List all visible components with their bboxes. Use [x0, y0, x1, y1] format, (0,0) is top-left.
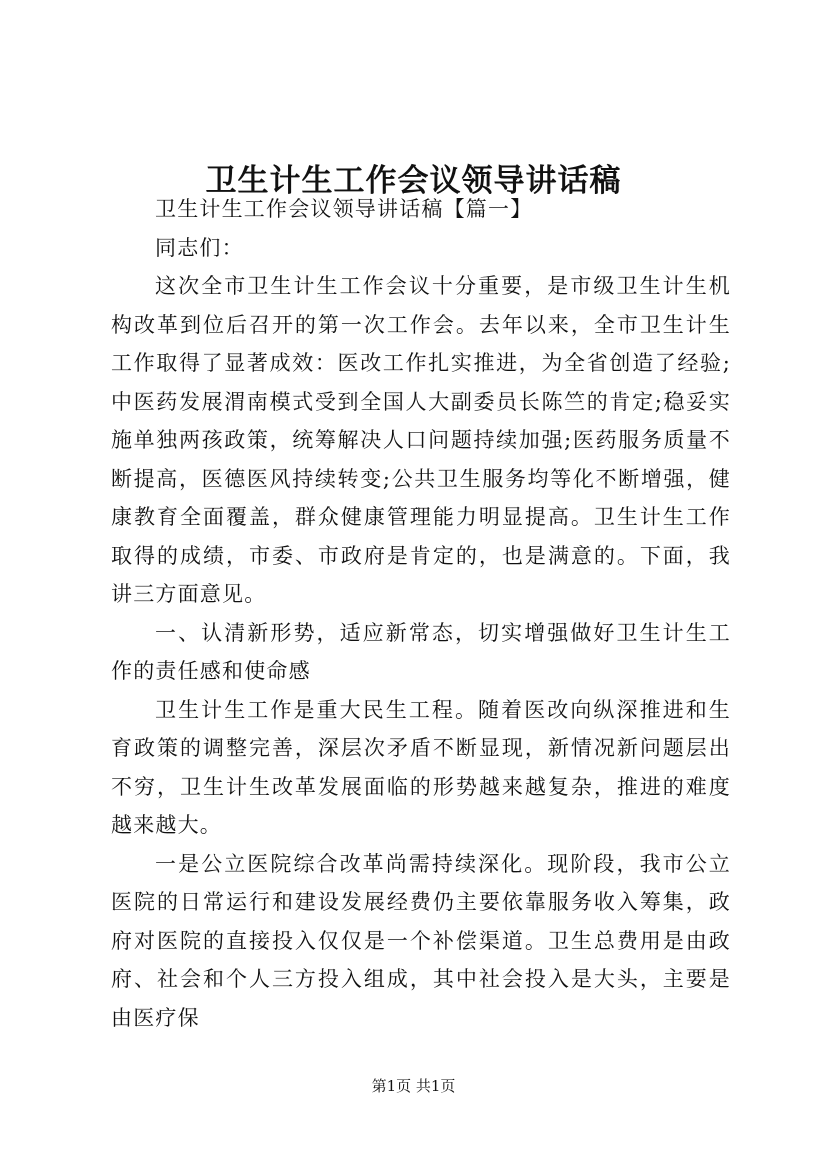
document-body — [111, 190, 731, 1037]
paragraph: 一、认清新形势，适应新常态，切实增强做好卫生计生工作的责任感和使命感 — [111, 620, 731, 683]
paragraph: 卫生计生工作是重大民生工程。随着医改向纵深推进和生育政策的调整完善，深层次矛盾不断显现，新情况新问题层出不穷，卫生计生改革发展面临的形势越来越复杂，推进的难度越来越大。 — [111, 697, 731, 837]
paragraph: 这次全市卫生计生工作会议十分重要，是市级卫生计生机构改革到位后召开的第一次工作会。去年以来，全市卫生计生工作取得了显著成效：医改工作扎实推进，为全省创造了经验;中医药发展渭南模式受到全国人大副委员长陈竺的肯定;稳妥实施单独两孩政策，统筹解决人口问题持续加强;医药服务质量不断提高，医德医风持续转变;公共卫生服务均等化不断增强，健康教育全面覆盖，群众健康管理能力明显提高。卫生计生工作取得的成绩，市委、市政府是肯定的，也是满意的。下面，我讲三方面意见。 — [111, 274, 731, 606]
salutation: 同志们： — [155, 235, 244, 260]
page-number: 第1页 共1页 — [371, 1077, 456, 1095]
section-heading: 卫生计生工作会议领导讲话稿【篇一】 — [155, 197, 533, 221]
paragraph: 一是公立医院综合改革尚需持续深化。现阶段，我市公立医院的日常运行和建设发展经费仍主要依靠服务收入筹集，政府对医院的直接投入仅仅是一个补偿渠道。卫生总费用是由政府、社会和个人三方投入组成，其中社会投入是大头，主要是由医疗保 — [111, 851, 731, 1030]
document-title: 卫生计生工作会议领导讲话稿 — [205, 162, 622, 199]
